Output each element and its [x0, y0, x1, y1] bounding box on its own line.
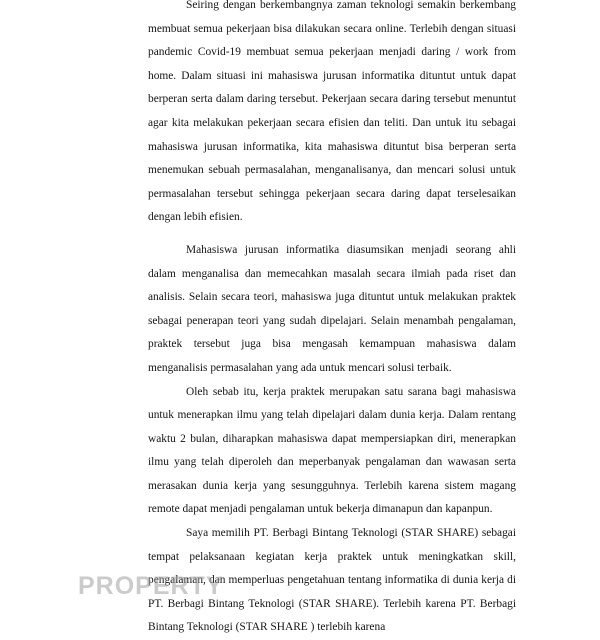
- paragraph-4: Saya memilih PT. Berbagi Bintang Teknologi (STAR SHARE) sebagai tempat pelaksanaan kegiatan kerja praktek untuk meningkatkan skill, pengalaman, dan memperluas pengetahuan tentang informatika di dunia kerja di PT. Berbagi Bintang Teknologi (STAR SHARE). Terlebih karena PT. Berbagi Bintang Teknologi (STAR SHARE ) terlebih karena: [148, 527, 516, 634]
- body-text: [148, 0, 516, 640]
- paragraph-2: Mahasiswa jurusan informatika diasumsikan menjadi seorang ahli dalam menganalisa dan memecahkan masalah secara ilmiah pada riset dan analisis. Selain secara teori, mahasiswa juga dituntut untuk melakukan praktek sebagai penerapan teori yang sudah dipelajari. Selain menambah pengalaman, praktek tersebut juga bisa mengasah kemampuan mahasiswa dalam menganalisis permasalahan yang ada untuk mencari solusi terbaik.: [148, 243, 516, 374]
- paragraph-1: Seiring dengan berkembangnya zaman teknologi semakin berkembang membuat semua pekerjaan bisa dilakukan secara online. Terlebih dengan situasi pandemic Covid-19 membuat semua pekerjaan menjadi daring / work from home. Dalam situasi ini mahasiswa jurusan informatika dituntut untuk dapat berperan serta dalam daring tersebut. Pekerjaan secara daring tersebut menuntut agar kita melakukan pekerjaan secara efisien dan teliti. Dan untuk itu sebagai mahasiswa jurusan informatika, kita mahasiswa dituntut bisa berperan serta menemukan sebuah permasalahan, menganalisanya, dan mencari solusi untuk permasalahan tersebut sehingga pekerjaan secara daring dapat terselesaikan dengan lebih efisien.: [148, 0, 516, 224]
- watermark: PROPERTY: [78, 572, 224, 600]
- paragraph-3: Oleh sebab itu, kerja praktek merupakan satu sarana bagi mahasiswa untuk menerapkan ilmu yang telah dipelajari dalam dunia kerja. Dalam rentang waktu 2 bulan, diharapkan mahasiswa dapat mempersiapkan diri, menerapkan ilmu yang telah diperoleh dan meperbanyak pengalaman dan wawasan serta merasakan dunia kerja yang sesungguhnya. Terlebih karena sistem magang remote dapat menjadi pengalaman untuk bekerja dimanapun dan kapanpun.: [148, 385, 516, 516]
